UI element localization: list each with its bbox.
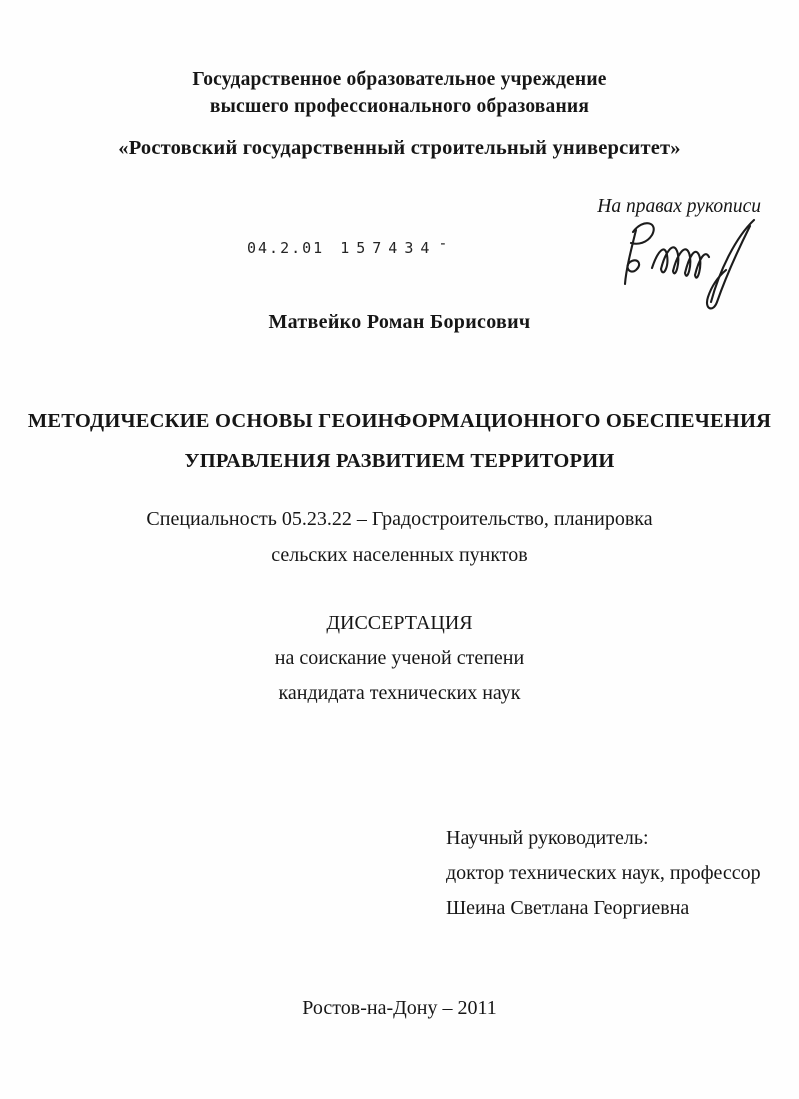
dissertation-title-line-1: МЕТОДИЧЕСКИЕ ОСНОВЫ ГЕОИНФОРМАЦИОННОГО ОБЕСПЕЧЕНИЯ [27, 410, 772, 432]
author-name: Матвейко Роман Борисович [268, 311, 531, 333]
registration-stamp [247, 234, 448, 257]
dissertation-heading: ДИССЕРТАЦИЯ [326, 612, 473, 634]
institution-header [0, 66, 799, 120]
specialty-line-1: Специальность 05.23.22 – Градостроительство, планировка [146, 508, 653, 530]
manuscript-rights-note: На правах рукописи [597, 196, 761, 217]
dissertation-title [0, 401, 799, 481]
degree-line-2: кандидата технических наук [278, 682, 521, 704]
city-year: Ростов-на-Дону – 2011 [302, 997, 497, 1019]
institution-line-1: Государственное образовательное учреждение [192, 69, 607, 90]
supervisor-label: Научный руководитель: [446, 827, 649, 849]
supervisor-name: Шеина Светлана Георгиевна [446, 897, 690, 919]
specialty-block [0, 501, 799, 573]
dissertation-title-line-2: УПРАВЛЕНИЯ РАЗВИТИЕМ ТЕРРИТОРИИ [184, 450, 615, 472]
handwritten-signature-icon [616, 212, 768, 310]
institution-line-2: высшего профессионального образования [209, 96, 590, 117]
specialty-line-2: сельских населенных пунктов [271, 544, 528, 566]
university-name: «Ростовский государственный строительный университет» [118, 137, 681, 159]
supervisor-degree: доктор технических наук, профессор [446, 862, 761, 884]
supervisor-block [446, 821, 761, 926]
degree-line-1: на соискание ученой степени [274, 647, 525, 669]
stamp-code: 04.2.01 [247, 239, 325, 257]
dissertation-block [0, 606, 799, 711]
stamp-number: 157434 [340, 239, 437, 257]
stamp-dash: - [438, 234, 448, 252]
